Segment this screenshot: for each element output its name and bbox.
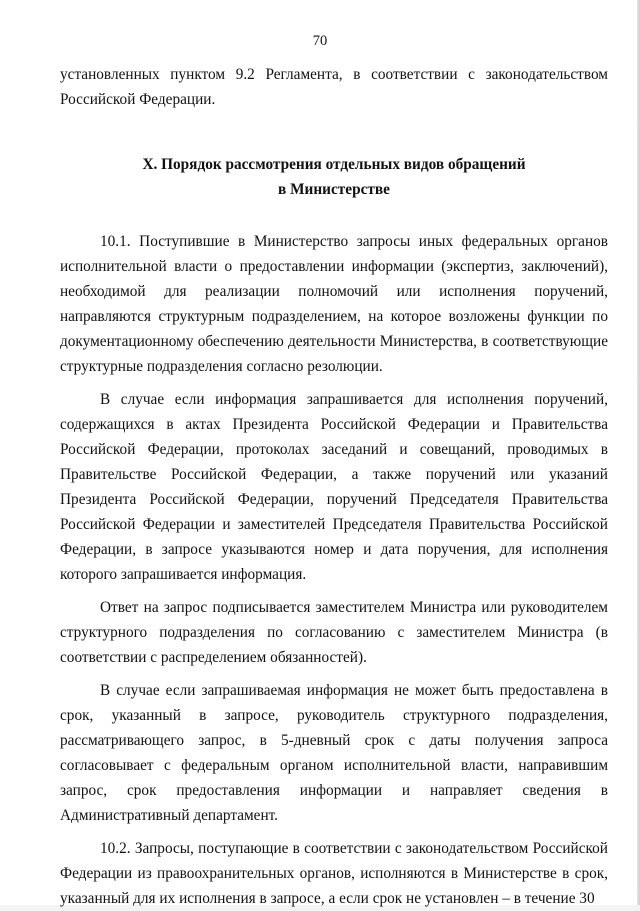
paragraph-10-2: 10.2. Запросы, поступающие в соответствии с законодательством Российской Федерации из правоохранительных органов, исполняются в Министерстве в срок, указанный для их исполнения в запросе, а если срок не установлен – в течение 30 (60, 840, 608, 907)
section-heading-line-1: X. Порядок рассмотрения отдельных видов обращений (142, 156, 526, 173)
paragraph-continuation: установленных пунктом 9.2 Регламента, в соответствии с законодательством Российской Федерации. (60, 66, 608, 108)
paragraph-information-request: В случае если информация запрашивается для исполнения поручений, содержащихся в актах Президента Российской Федерации и Правительства Российской Федерации, протоколах заседаний и совещаний, проводимых в Правительстве Российской Федерации, а также поручений или указаний Президента Российской Федерации, поручений Председателя Правительства Российской Федерации и заместителей Председателя Правительства Российской Федерации, в запросе указываются номер и дата поручения, для исполнения которого запрашивается информация. (60, 391, 608, 583)
paragraph-deadline-agreement: В случае если запрашиваемая информация не может быть предоставлена в срок, указанный в запросе, руководитель структурного подразделения, рассматривающего запрос, в 5-дневный срок с даты получения запроса согласовывает с федеральным органом исполнительной власти, направившим запрос, срок предоставления информации и направляет сведения в Административный департамент. (60, 682, 608, 824)
page-number: 70 (312, 33, 328, 49)
section-heading-line-2: в Министерстве (278, 181, 390, 198)
document-body (60, 62, 608, 911)
section-heading (60, 152, 608, 202)
paragraph-10-1: 10.1. Поступившие в Министерство запросы иных федеральных органов исполнительной власти о предоставлении информации (экспертиз, заключений), необходимой для реализации полномочий или исполнения поручений, направляются структурным подразделением, на которое возложены функции по документационному обеспечению деятельности Министерства, в соответствующие структурные подразделения согласно резолюции. (60, 233, 608, 375)
paragraph-response-signature: Ответ на запрос подписывается заместителем Министра или руководителем структурного подразделения по согласованию с заместителем Министра (в соответствии с распределением обязанностей). (60, 599, 608, 666)
